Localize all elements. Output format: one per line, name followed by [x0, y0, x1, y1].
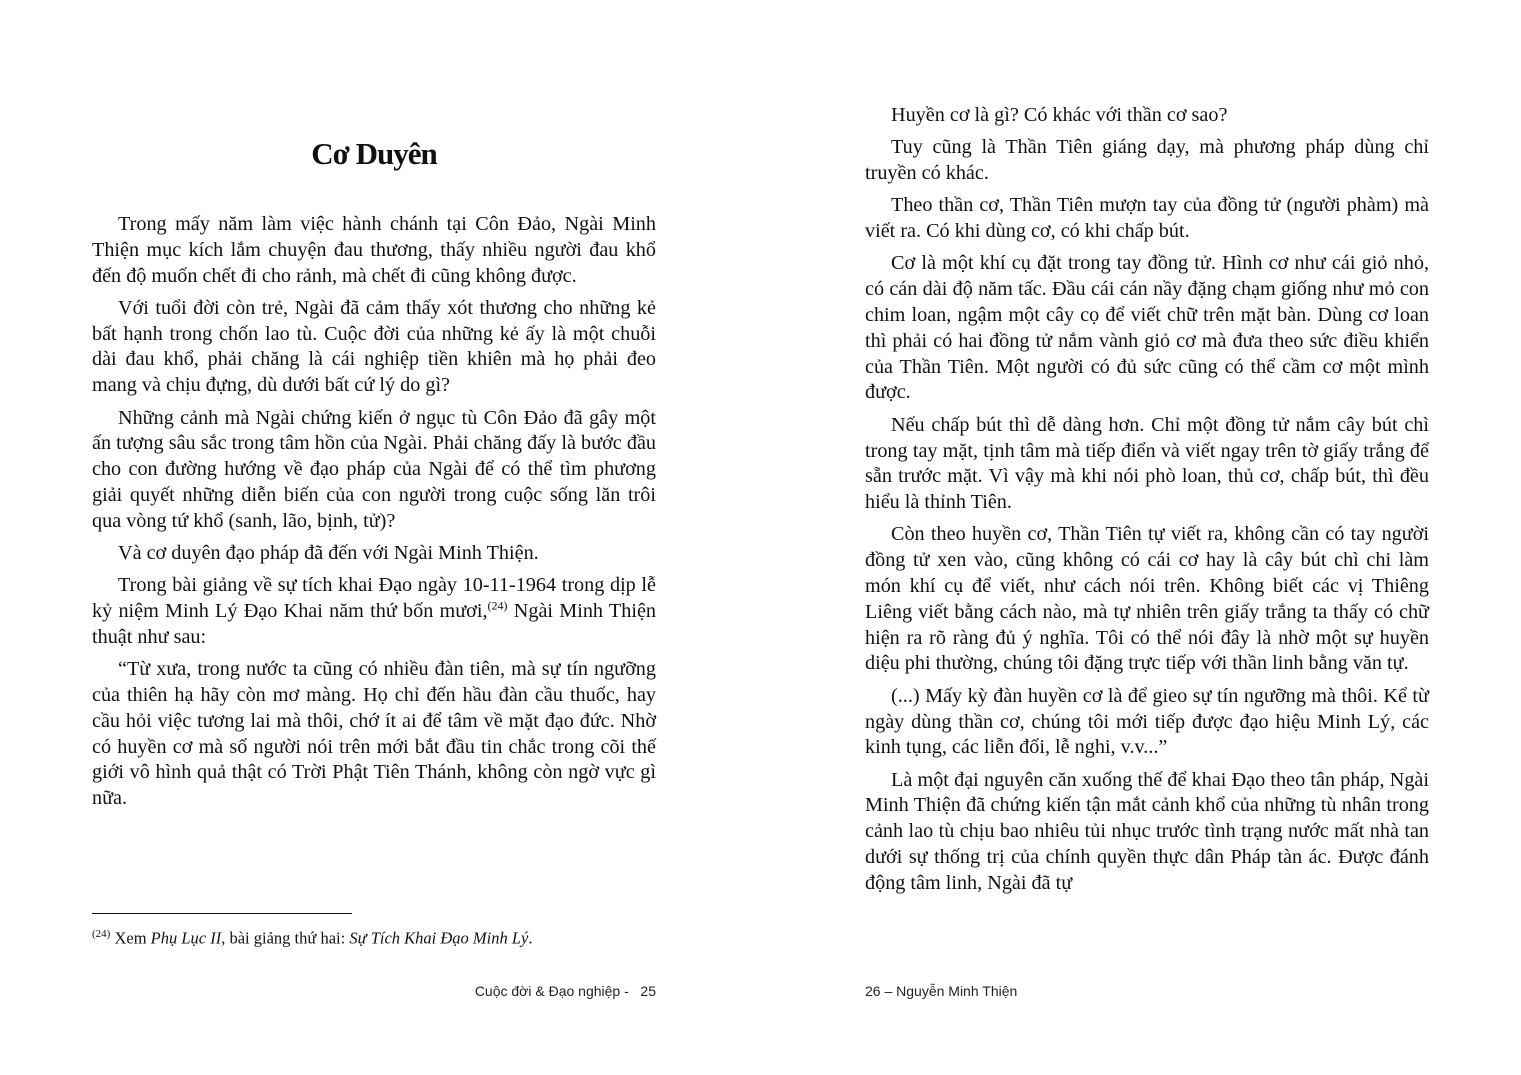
- footnote-mark: (24): [92, 928, 111, 940]
- paragraph: Cơ là một khí cụ đặt trong tay đồng tử. Hình cơ như cái giỏ nhỏ, có cán dài độ năm tấc. Đầu cái cán nầy đặng chạm giống như mỏ con chim loan, ngậm một cây cọ để viết chữ trên mặt bàn. Dùng cơ loan thì phải có hai đồng tử nắm vành giỏ cơ mà đưa theo sức điều khiển của Thần Tiên. Một người có đủ sức cũng có thể cầm cơ một mình được.: [865, 252, 1429, 404]
- left-page-body: [92, 212, 656, 819]
- footnote-text: .: [528, 928, 533, 948]
- footnote-text: Xem: [110, 928, 151, 948]
- lecture-intro-text: Trong bài giảng về sự tích khai Đạo ngày 10-11-1964 trong dịp lễ kỷ niệm Minh Lý Đạo Khai năm thứ bốn mươi,: [92, 574, 656, 623]
- paragraph: Nếu chấp bút thì dễ dàng hơn. Chỉ một đồng tử nắm cây bút chì trong tay mặt, tịnh tâm mà tiếp điển và viết ngay trên tờ giấy trắng để sẵn trước mặt. Vì vậy mà khi nói phò loan, thủ cơ, chấp bút, thì đều hiểu là thỉnh Tiên.: [865, 413, 1429, 514]
- paragraph: Huyền cơ là gì? Có khác với thần cơ sao?: [891, 104, 1228, 126]
- paragraph: Và cơ duyên đạo pháp đã đến với Ngài Minh Thiện.: [118, 542, 539, 565]
- footnote-reference-title: Sự Tích Khai Đạo Minh Lý: [349, 928, 529, 948]
- paragraph: Với tuổi đời còn trẻ, Ngài đã cảm thấy xót thương cho những kẻ bất hạnh trong chốn lao tù. Cuộc đời của những kẻ ấy là một chuỗi dài đau khổ, phải chăng là cái nghiệp tiền khiên mà họ phải đeo mang và chịu đựng, dù dưới bất cứ lý do gì?: [92, 296, 656, 397]
- chapter-title: Cơ Duyên: [311, 136, 437, 171]
- quote-paragraph: “Từ xưa, trong nước ta cũng có nhiều đàn tiên, mà sự tín ngưỡng của thiên hạ hãy còn mơ màng. Họ chỉ đến hầu đàn cầu thuốc, hay cầu hỏi việc tương lai mà thôi, chớ ít ai để tâm về mặt đạo đức. Nhờ có huyền cơ mà số người nói trên mới bắt đầu tin chắc trong cõi thế giới vô hình quả thật có Trời Phật Tiên Thánh, không còn ngờ vực gì nữa.: [92, 658, 656, 810]
- paragraph: Theo thần cơ, Thần Tiên mượn tay của đồng tử (người phàm) mà viết ra. Có khi dùng cơ, có khi chấp bút.: [865, 194, 1429, 243]
- footnote-divider: [92, 913, 352, 914]
- footnote-reference-title: Phụ Lục II: [150, 928, 222, 948]
- paragraph: Tuy cũng là Thần Tiên giáng dạy, mà phương pháp dùng chỉ truyền có khác.: [865, 136, 1429, 185]
- left-page: [92, 0, 656, 1075]
- footnote-reference: (24): [487, 598, 508, 613]
- paragraph: Còn theo huyền cơ, Thần Tiên tự viết ra, không cần có tay người đồng tử xen vào, cũng không có cái cơ hay là cây bút chì chi làm món khí cụ để viết, như cách nói trên. Không biết các vị Thiêng Liêng viết bằng cách nào, mà tự nhiên trên giấy trắng ta thấy có chữ hiện ra rõ ràng đủ ý nghĩa. Tôi có thể nói đây là nhờ một sự huyền diệu phi thường, chúng tôi đặng trực tiếp với thần linh bằng văn tự.: [865, 523, 1429, 675]
- paragraph: Trong mấy năm làm việc hành chánh tại Côn Đảo, Ngài Minh Thiện mục kích lắm chuyện đau thương, thấy nhiều người đau khổ đến độ muốn chết đi cho rảnh, mà chết đi cũng không được.: [92, 213, 656, 287]
- right-page: [865, 0, 1429, 1075]
- left-page-footer: Cuộc đời & Đạo nghiệp - 25: [474, 983, 656, 999]
- right-page-body: [865, 103, 1429, 903]
- footnote-text: , bài giảng thứ hai:: [221, 928, 350, 948]
- right-page-footer: 26 – Nguyễn Minh Thiện: [865, 983, 1018, 999]
- lecture-intro-text-end: Ngài Minh Thiện thuật như sau:: [92, 600, 656, 648]
- footnote: [92, 924, 656, 949]
- paragraph: Là một đại nguyên căn xuống thế để khai Đạo theo tân pháp, Ngài Minh Thiện đã chứng kiến tận mắt cảnh khổ của những tù nhân trong cảnh lao tù chịu bao nhiêu tủi nhục trước tình trạng nước mất nhà tan dưới sự thống trị của chính quyền thực dân Pháp tàn ác. Được đánh động tâm linh, Ngài đã tự: [865, 768, 1429, 894]
- paragraph: (...) Mấy kỳ đàn huyền cơ là để gieo sự tín ngưỡng mà thôi. Kể từ ngày dùng thần cơ, chúng tôi mới tiếp được đạo hiệu Minh Lý, các kinh tụng, các liễn đối, lễ nghi, v.v...”: [865, 684, 1429, 759]
- paragraph: Những cảnh mà Ngài chứng kiến ở ngục tù Côn Đảo đã gây một ấn tượng sâu sắc trong tâm hồn của Ngài. Phải chăng đấy là bước đầu cho con đường hướng về đạo pháp của Ngài để có thể tìm phương giải quyết những diễn biến của con người trong cuộc sống lăn trôi qua vòng tứ khổ (sanh, lão, bịnh, tử)?: [92, 406, 656, 532]
- lecture-intro-paragraph: [92, 573, 656, 650]
